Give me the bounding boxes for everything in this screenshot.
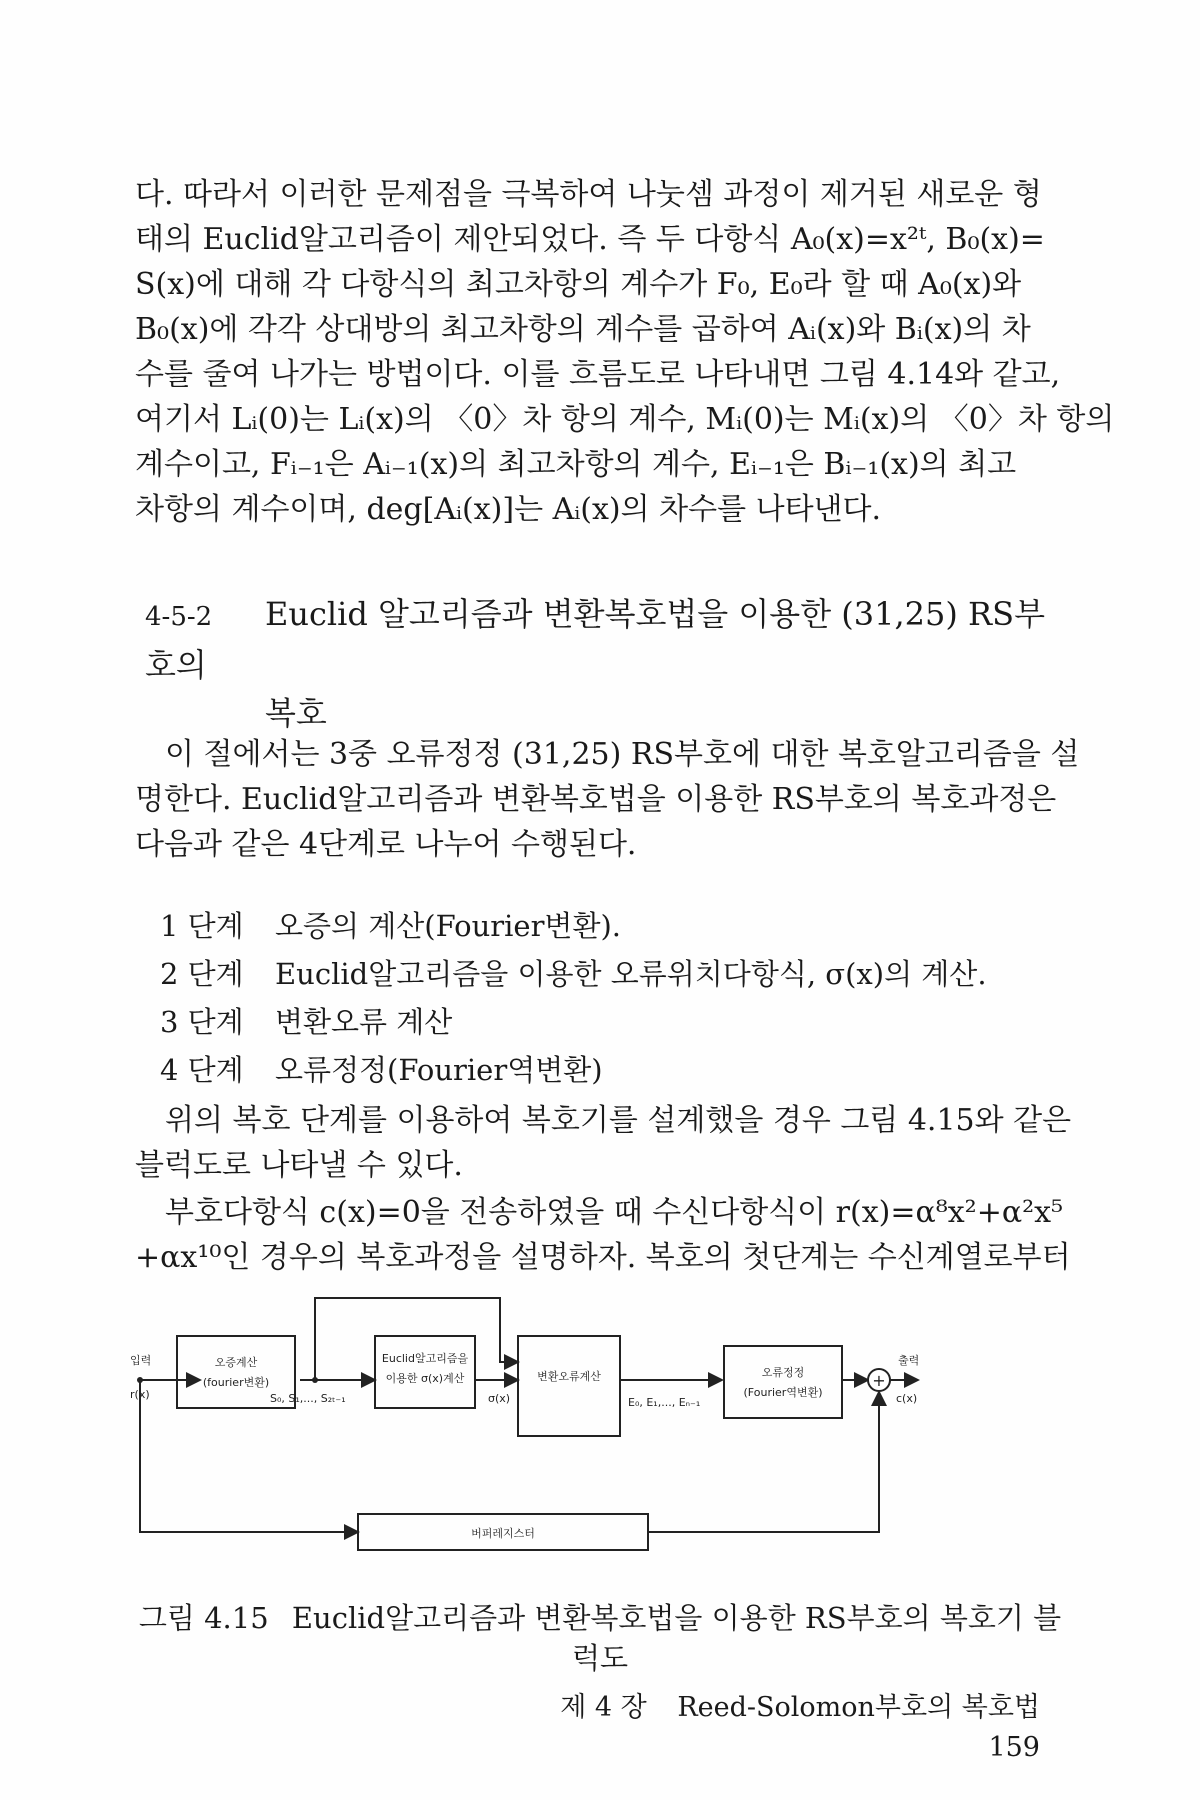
text-line: 이 절에서는 3중 오류정정 (31,25) RS부호에 대한 복호알고리즘을 설 (165, 737, 1080, 772)
figure-label: 그림 4.15 (138, 1601, 269, 1635)
step-item (160, 950, 1060, 998)
syndrome-block-title: 오증계산 (214, 1356, 258, 1369)
figure-caption (135, 1598, 1065, 1678)
step-text: 오류정정(Fourier역변환) (275, 1053, 603, 1087)
text-line: B₀(x)에 각각 상대방의 최고차항의 계수를 곱하여 Aᵢ(x)와 Bᵢ(x)의 차 (135, 312, 1031, 347)
decoder-block-diagram (130, 1292, 1080, 1562)
section-heading (145, 590, 1065, 737)
output-signal-label: c(x) (896, 1392, 918, 1405)
syndrome-block-subtitle: (fourier변환) (202, 1376, 270, 1389)
buffer-block-title: 버퍼레지스터 (471, 1527, 535, 1540)
paragraph-2 (135, 732, 1080, 867)
page-number: 159 (988, 1732, 1040, 1763)
transform-error-block-title: 변환오류계산 (537, 1370, 601, 1383)
figure-caption-text: Euclid알고리즘과 변환복호법을 이용한 RS부호의 복호기 블럭도 (291, 1601, 1062, 1675)
step-text: Euclid알고리즘을 이용한 오류위치다항식, σ(x)의 계산. (275, 957, 987, 991)
text-line: 블럭도로 나타낼 수 있다. (135, 1148, 463, 1183)
syndrome-junction (312, 1377, 318, 1383)
input-label: 입력 (130, 1354, 152, 1367)
text-line: 태의 Euclid알고리즘이 제안되었다. 즉 두 다항식 A₀(x)=x²ᵗ, B₀(x)= (135, 222, 1045, 257)
paragraph-3 (135, 1098, 1072, 1188)
correction-block-subtitle: (Fourier역변환) (743, 1386, 823, 1399)
step-number: 3 단계 (160, 1005, 244, 1039)
error-signals: E₀, E₁,..., Eₙ₋₁ (628, 1396, 701, 1409)
text-line: 여기서 Lᵢ(0)는 Lᵢ(x)의 〈0〉차 항의 계수, Mᵢ(0)는 Mᵢ(x)의 〈0〉차 항의 (135, 402, 1115, 437)
text-line: 차항의 계수이며, deg[Aᵢ(x)]는 Aᵢ(x)의 차수를 나타낸다. (135, 492, 882, 527)
step-item (160, 1046, 1060, 1094)
text-line: 다음과 같은 4단계로 나누어 수행된다. (135, 827, 637, 862)
transform-error-block (518, 1336, 620, 1436)
section-number: 4-5-2 (145, 602, 213, 632)
step-number: 4 단계 (160, 1053, 244, 1087)
step-item (160, 998, 1060, 1046)
footer-title: Reed-Solomon부호의 복호법 (677, 1692, 1040, 1723)
buffer-output-wire (648, 1392, 879, 1532)
text-line: 부호다항식 c(x)=0을 전송하였을 때 수신다항식이 r(x)=α⁸x²+α²x⁵ (165, 1195, 1064, 1230)
adder-symbol: + (872, 1371, 886, 1390)
euclid-block-subtitle: 이용한 σ(x)계산 (385, 1372, 465, 1385)
input-signal-label: r(x) (130, 1388, 150, 1401)
step-number: 1 단계 (160, 909, 244, 943)
text-line: 계수이고, Fᵢ₋₁은 Aᵢ₋₁(x)의 최고차항의 계수, Eᵢ₋₁은 Bᵢ₋₁(x)의 최고 (135, 447, 1017, 482)
text-line: 위의 복호 단계를 이용하여 복호기를 설계했을 경우 그림 4.15와 같은 (165, 1103, 1072, 1138)
footer-chapter: 제 4 장 (560, 1692, 647, 1723)
step-text: 변환오류 계산 (275, 1005, 453, 1039)
step-list (160, 902, 1060, 1094)
syndrome-bypass-wire (315, 1298, 518, 1380)
syndrome-signals: S₀, S₁,..., S₂ₜ₋₁ (270, 1392, 346, 1405)
step-text: 오증의 계산(Fourier변환). (275, 909, 621, 943)
paragraph-4 (135, 1190, 1071, 1280)
correction-block (724, 1346, 842, 1418)
input-junction (137, 1377, 143, 1383)
text-line: 다. 따라서 이러한 문제점을 극복하여 나눗셈 과정이 제거된 새로운 형 (135, 177, 1042, 212)
section-title-line1: Euclid 알고리즘과 변환복호법을 이용한 (31,25) RS부호의 (145, 595, 1045, 684)
intro-paragraph (135, 172, 1115, 532)
step-number: 2 단계 (160, 957, 244, 991)
sigma-signal-label: σ(x) (488, 1392, 511, 1405)
euclid-block-title: Euclid알고리즘을 (381, 1352, 469, 1365)
text-line: S(x)에 대해 각 다항식의 최고차항의 계수가 F₀, E₀라 할 때 A₀(x)와 (135, 267, 1022, 302)
text-line: 수를 줄여 나가는 방법이다. 이를 흐름도로 나타내면 그림 4.14와 같고, (135, 357, 1061, 392)
section-title-line2: 복호 (265, 694, 327, 732)
output-label: 출력 (898, 1354, 920, 1367)
text-line: +αx¹⁰인 경우의 복호과정을 설명하자. 복호의 첫단계는 수신계열로부터 (135, 1240, 1071, 1275)
text-line: 명한다. Euclid알고리즘과 변환복호법을 이용한 RS부호의 복호과정은 (135, 782, 1057, 817)
page-footer (500, 1688, 1040, 1768)
correction-block-title: 오류정정 (761, 1366, 805, 1379)
step-item (160, 902, 1060, 950)
